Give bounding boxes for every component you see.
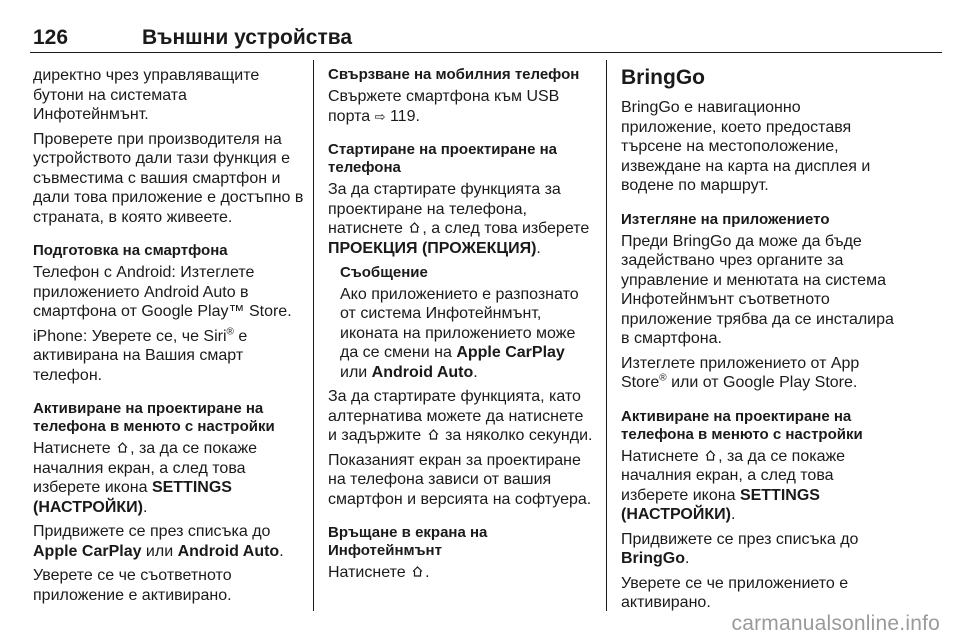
paragraph: Натиснете . [328,564,430,581]
paragraph: директно чрез управляващите бутони на системата Инфотейнмънт. [33,67,260,123]
paragraph: За да стартирате функцията за проектиране на телефона, натиснете , а след това изберете ПРОЕКЦИЯ (ПРОЖЕКЦИЯ). [328,181,590,257]
paragraph: За да стартирате функцията, като алтернатива можете да натиснете и задържите за няколко секунди. [328,388,593,444]
section-heading: Подготовка на смартфона [33,242,228,259]
page-ref-arrow-icon: ⇨ [374,108,386,124]
note-box [328,263,596,382]
section-heading: Активиране на проектиране на телефона в менюто с настройки [621,407,863,443]
home-icon [116,441,129,454]
column-divider [313,60,314,611]
paragraph: Свържете смартфона към USB порта ⇨ 119. [328,88,560,125]
note-heading: Съобщение [340,264,428,281]
section-heading: Изтегляне на приложението [621,210,830,228]
paragraph: iPhone: Уверете се, че Siri® е активирана на Вашия смарт телефон. [33,326,248,384]
home-icon [408,221,421,234]
paragraph: Натиснете , за да се покаже началния екран, а след това изберете икона SETTINGS (НАСТРОЙКИ). [33,440,258,516]
chapter-title: Външни устройства [142,26,353,49]
column-3 [621,66,899,618]
watermark[interactable]: carmanualsonline.info [731,612,940,635]
section-title: BringGo [621,66,705,89]
paragraph: Натиснете , за да се покаже началния екран, а след това изберете икона SETTINGS (НАСТРОЙКИ). [621,447,846,523]
home-icon [427,428,440,441]
paragraph: Уверете се че приложението е активирано. [621,574,849,611]
page-number: 126 [33,26,69,49]
paragraph: Уверете се че съответното приложение е активирано. [33,567,232,604]
paragraph: Придвижете се през списъка до BringGo. [621,530,859,567]
paragraph: BringGo е навигационно приложение, което предоставя търсене на местоположение, извеждане на карта на дисплея и водене по маршрут. [621,99,871,194]
section-heading: Стартиране на проектиране на телефона [328,141,557,176]
section-heading: Връщане в екрана на Инфотейнмънт [328,524,488,559]
paragraph: Телефон с Android: Изтеглете приложението Android Auto в смартфона от Google Play™ Store. [33,264,292,320]
section-heading: Активиране на проектиране на телефона в менюто с настройки [33,400,275,435]
section-heading: Свързване на мобилния телефон [328,66,580,83]
page-header [30,22,942,53]
paragraph: Проверете при производителя на устройството дали тази функция е съвместима с вашия смартфон и дали това приложение е достъпно в страната, в която живеете. [33,130,304,226]
home-icon [704,449,717,462]
paragraph: Показаният екран за проектиране на телефона зависи от вашия смартфон и версията на софтуера. [328,451,592,508]
paragraph: Преди BringGo да може да бъде задействано чрез органите за управление и менютата на система Инфотейнмънт съответното приложение трябва да се инсталира в смартфона. [621,232,894,347]
note-text: Ако приложението е разпознато от система Инфотейнмънт, иконата на приложението може да се смени на Apple CarPlay или Android Auto. [340,285,579,381]
column-1 [33,66,305,610]
paragraph: Придвижете се през списъка до Apple CarPlay или Android Auto. [33,523,284,560]
paragraph: Изтеглете приложението от App Store® или от Google Play Store. [621,354,860,391]
column-divider [606,60,607,611]
column-2 [328,66,596,588]
home-icon [411,565,424,578]
